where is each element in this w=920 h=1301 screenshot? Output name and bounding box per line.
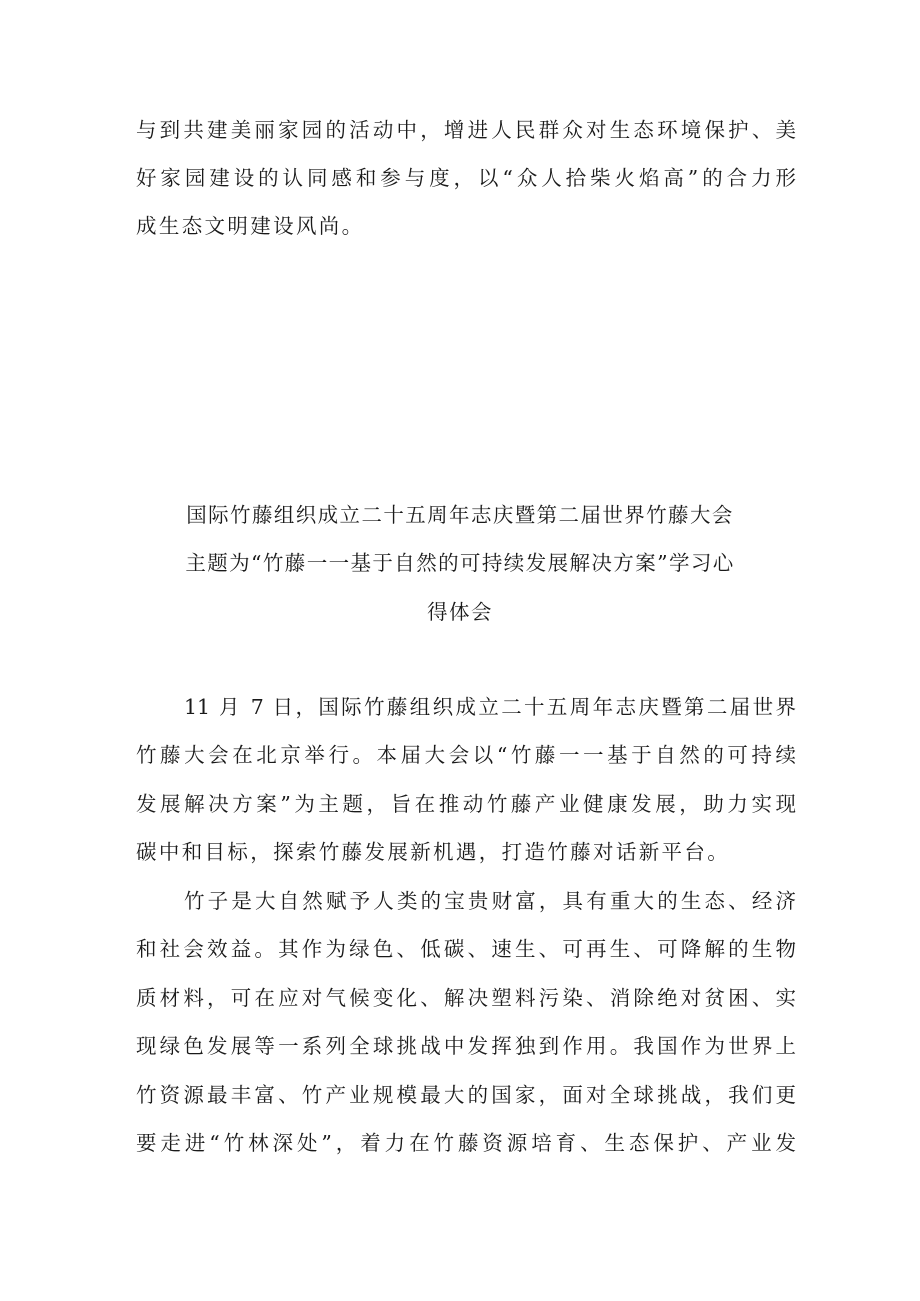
paragraph-line: 竹子是大自然赋予人类的宝贵财富，具有重大的生态、经济 xyxy=(184,889,796,913)
paragraph-line: 竹资源最丰富、竹产业规模最大的国家，面对全球挑战，我们更 xyxy=(136,1083,796,1107)
paragraph-line: 和社会效益。其作为绿色、低碳、速生、可再生、可降解的生物 xyxy=(136,937,796,961)
paragraph-line: 发展解决方案”为主题，旨在推动竹藤产业健康发展，助力实现 xyxy=(136,792,796,816)
paragraph-line: 质材料，可在应对气候变化、解决塑料污染、消除绝对贫困、实 xyxy=(136,986,796,1010)
paragraph-line: 现绿色发展等一系列全球挑战中发挥独到作用。我国作为世界上 xyxy=(136,1034,796,1058)
paragraph-line: 要走进“竹林深处”，着力在竹藤资源培育、生态保护、产业发 xyxy=(136,1131,796,1155)
article-title-line: 国际竹藤组织成立二十五周年志庆暨第二届世界竹藤大会 xyxy=(186,503,734,527)
paragraph-line: 竹藤大会在北京举行。本届大会以“竹藤一一基于自然的可持续 xyxy=(136,743,796,767)
paragraph-line: 11 月 7 日，国际竹藤组织成立二十五周年志庆暨第二届世界 xyxy=(184,695,796,719)
paragraph-line: 好家园建设的认同感和参与度，以“众人拾柴火焰高”的合力形 xyxy=(136,166,796,190)
paragraph-line: 与到共建美丽家园的活动中，增进人民群众对生态环境保护、美 xyxy=(136,118,796,142)
article-title-line: 主题为“竹藤一一基于自然的可持续发展解决方案”学习心 xyxy=(185,551,735,575)
paragraph-line: 成生态文明建设风尚。 xyxy=(136,214,365,238)
paragraph-line: 碳中和目标，探索竹藤发展新机遇，打造竹藤对话新平台。 xyxy=(136,840,731,864)
article-title-line: 得体会 xyxy=(427,600,493,624)
